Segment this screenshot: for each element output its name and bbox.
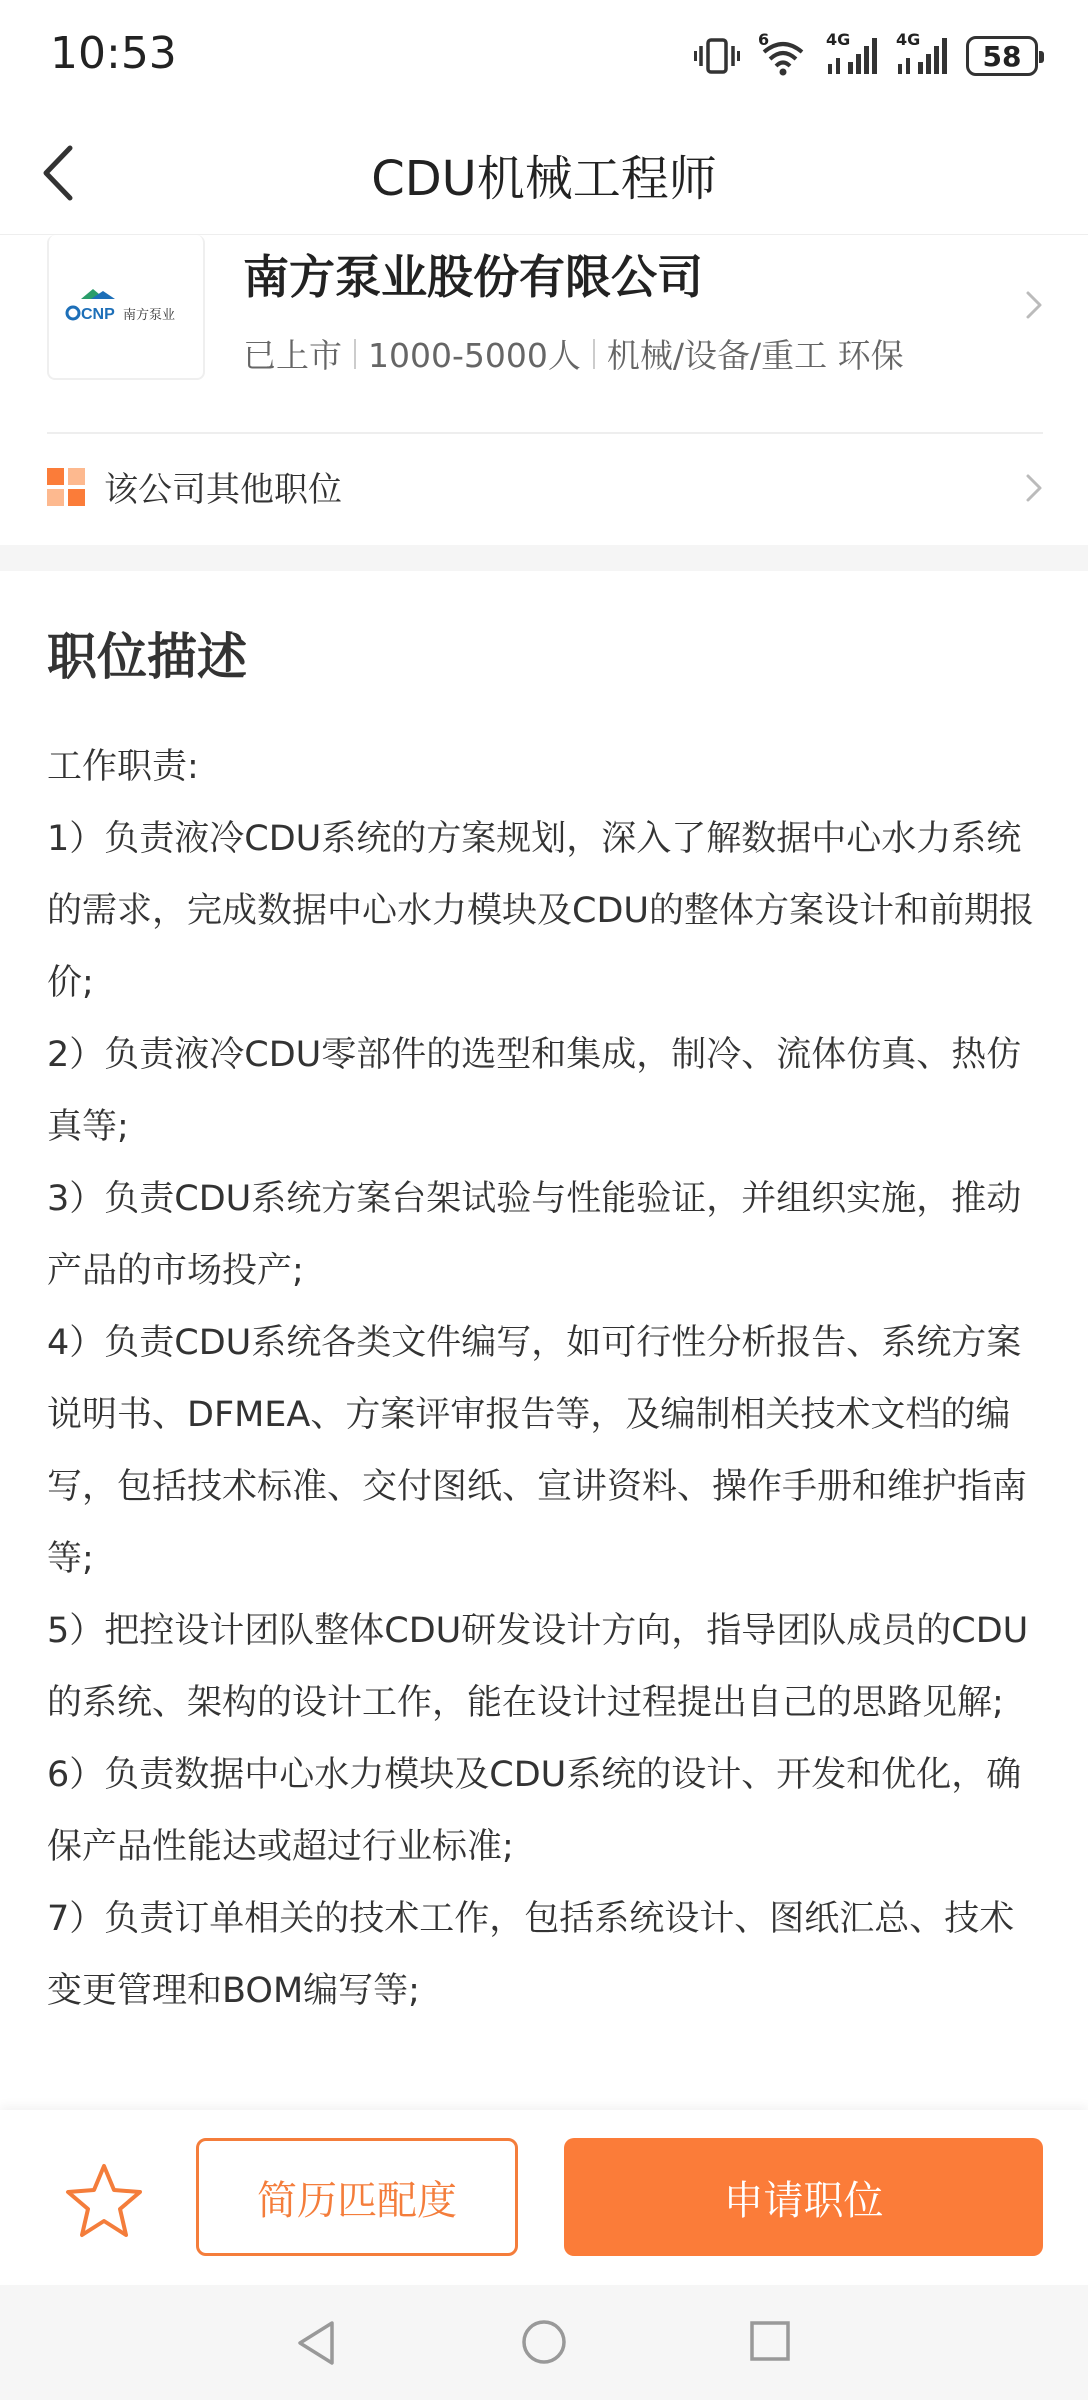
signal-icon — [826, 30, 878, 76]
status-icons — [694, 30, 1038, 82]
description-line: 2）负责液冷CDU零部件的选型和集成，制冷、流体仿真、热仿真等; — [47, 1035, 1022, 1147]
meta-separator — [593, 339, 595, 369]
nav-bar — [0, 110, 1088, 235]
other-jobs-row[interactable] — [0, 436, 1088, 546]
network-type-1: 4G — [826, 30, 851, 49]
wifi-icon — [758, 30, 808, 76]
resume-match-button[interactable]: 简历匹配度 — [196, 2138, 518, 2256]
company-listing: 已上市 — [243, 336, 342, 375]
svg-text:CNP: CNP — [81, 305, 115, 323]
description-title: 职位描述 — [47, 628, 247, 686]
description-body — [47, 731, 1047, 2027]
job-description — [0, 571, 1088, 2111]
network-type-2: 4G — [896, 30, 921, 49]
description-line: 1）负责液冷CDU系统的方案规划，深入了解数据中心水力系统的需求，完成数据中心水力模块及CDU的整体方案设计和前期报价; — [47, 819, 1035, 1003]
company-meta — [243, 330, 904, 377]
grid-icon — [47, 468, 85, 506]
description-line: 6）负责数据中心水力模块及CDU系统的设计、开发和优化，确保产品性能达或超过行业标准; — [47, 1755, 1022, 1867]
meta-separator — [354, 339, 356, 369]
description-line: 3）负责CDU系统方案台架试验与性能验证，并组织实施，推动产品的市场投产; — [47, 1179, 1022, 1291]
status-time: 10:53 — [50, 28, 177, 79]
nav-home-icon[interactable] — [519, 2317, 569, 2367]
description-line: 工作职责: — [47, 747, 199, 787]
company-name: 南方泵业股份有限公司 — [243, 250, 703, 304]
vibrate-icon — [694, 36, 740, 76]
cnp-logo-icon — [61, 277, 191, 337]
apply-button[interactable]: 申请职位 — [564, 2138, 1043, 2256]
action-bar — [0, 2110, 1088, 2285]
company-size: 1000-5000人 — [368, 336, 581, 375]
description-line: 4）负责CDU系统各类文件编写，如可行性分析报告、系统方案说明书、DFMEA、方案评审报告等，及编制相关技术文档的编写，包括技术标准、交付图纸、宣讲资料、操作手册和维护指南等; — [47, 1323, 1028, 1579]
svg-text:南方泵业: 南方泵业 — [123, 307, 176, 323]
star-icon — [62, 2158, 146, 2242]
divider — [47, 432, 1043, 434]
status-bar — [0, 0, 1088, 110]
section-gap — [0, 545, 1088, 571]
description-line: 7）负责订单相关的技术工作，包括系统设计、图纸汇总、技术变更管理和BOM编写等; — [47, 1899, 1015, 2011]
system-nav-bar — [0, 2285, 1088, 2400]
chevron-right-icon — [1018, 285, 1048, 325]
company-logo — [47, 235, 205, 380]
other-jobs-label: 该公司其他职位 — [104, 470, 342, 510]
nav-back-icon[interactable] — [292, 2317, 342, 2369]
wifi-badge: 6 — [758, 30, 770, 49]
favorite-button[interactable] — [62, 2158, 146, 2242]
battery-icon — [966, 36, 1038, 76]
company-industry: 机械/设备/重工 环保 — [606, 336, 904, 375]
chevron-right-icon — [1018, 468, 1048, 508]
battery-level: 58 — [982, 39, 1022, 73]
company-card[interactable] — [0, 235, 1088, 430]
description-line: 5）把控设计团队整体CDU研发设计方向，指导团队成员的CDU的系统、架构的设计工作，能在设计过程提出自己的思路见解; — [47, 1611, 1029, 1723]
signal-icon-2 — [896, 30, 948, 76]
nav-recent-icon[interactable] — [748, 2319, 792, 2363]
page-title: CDU机械工程师 — [371, 151, 717, 207]
